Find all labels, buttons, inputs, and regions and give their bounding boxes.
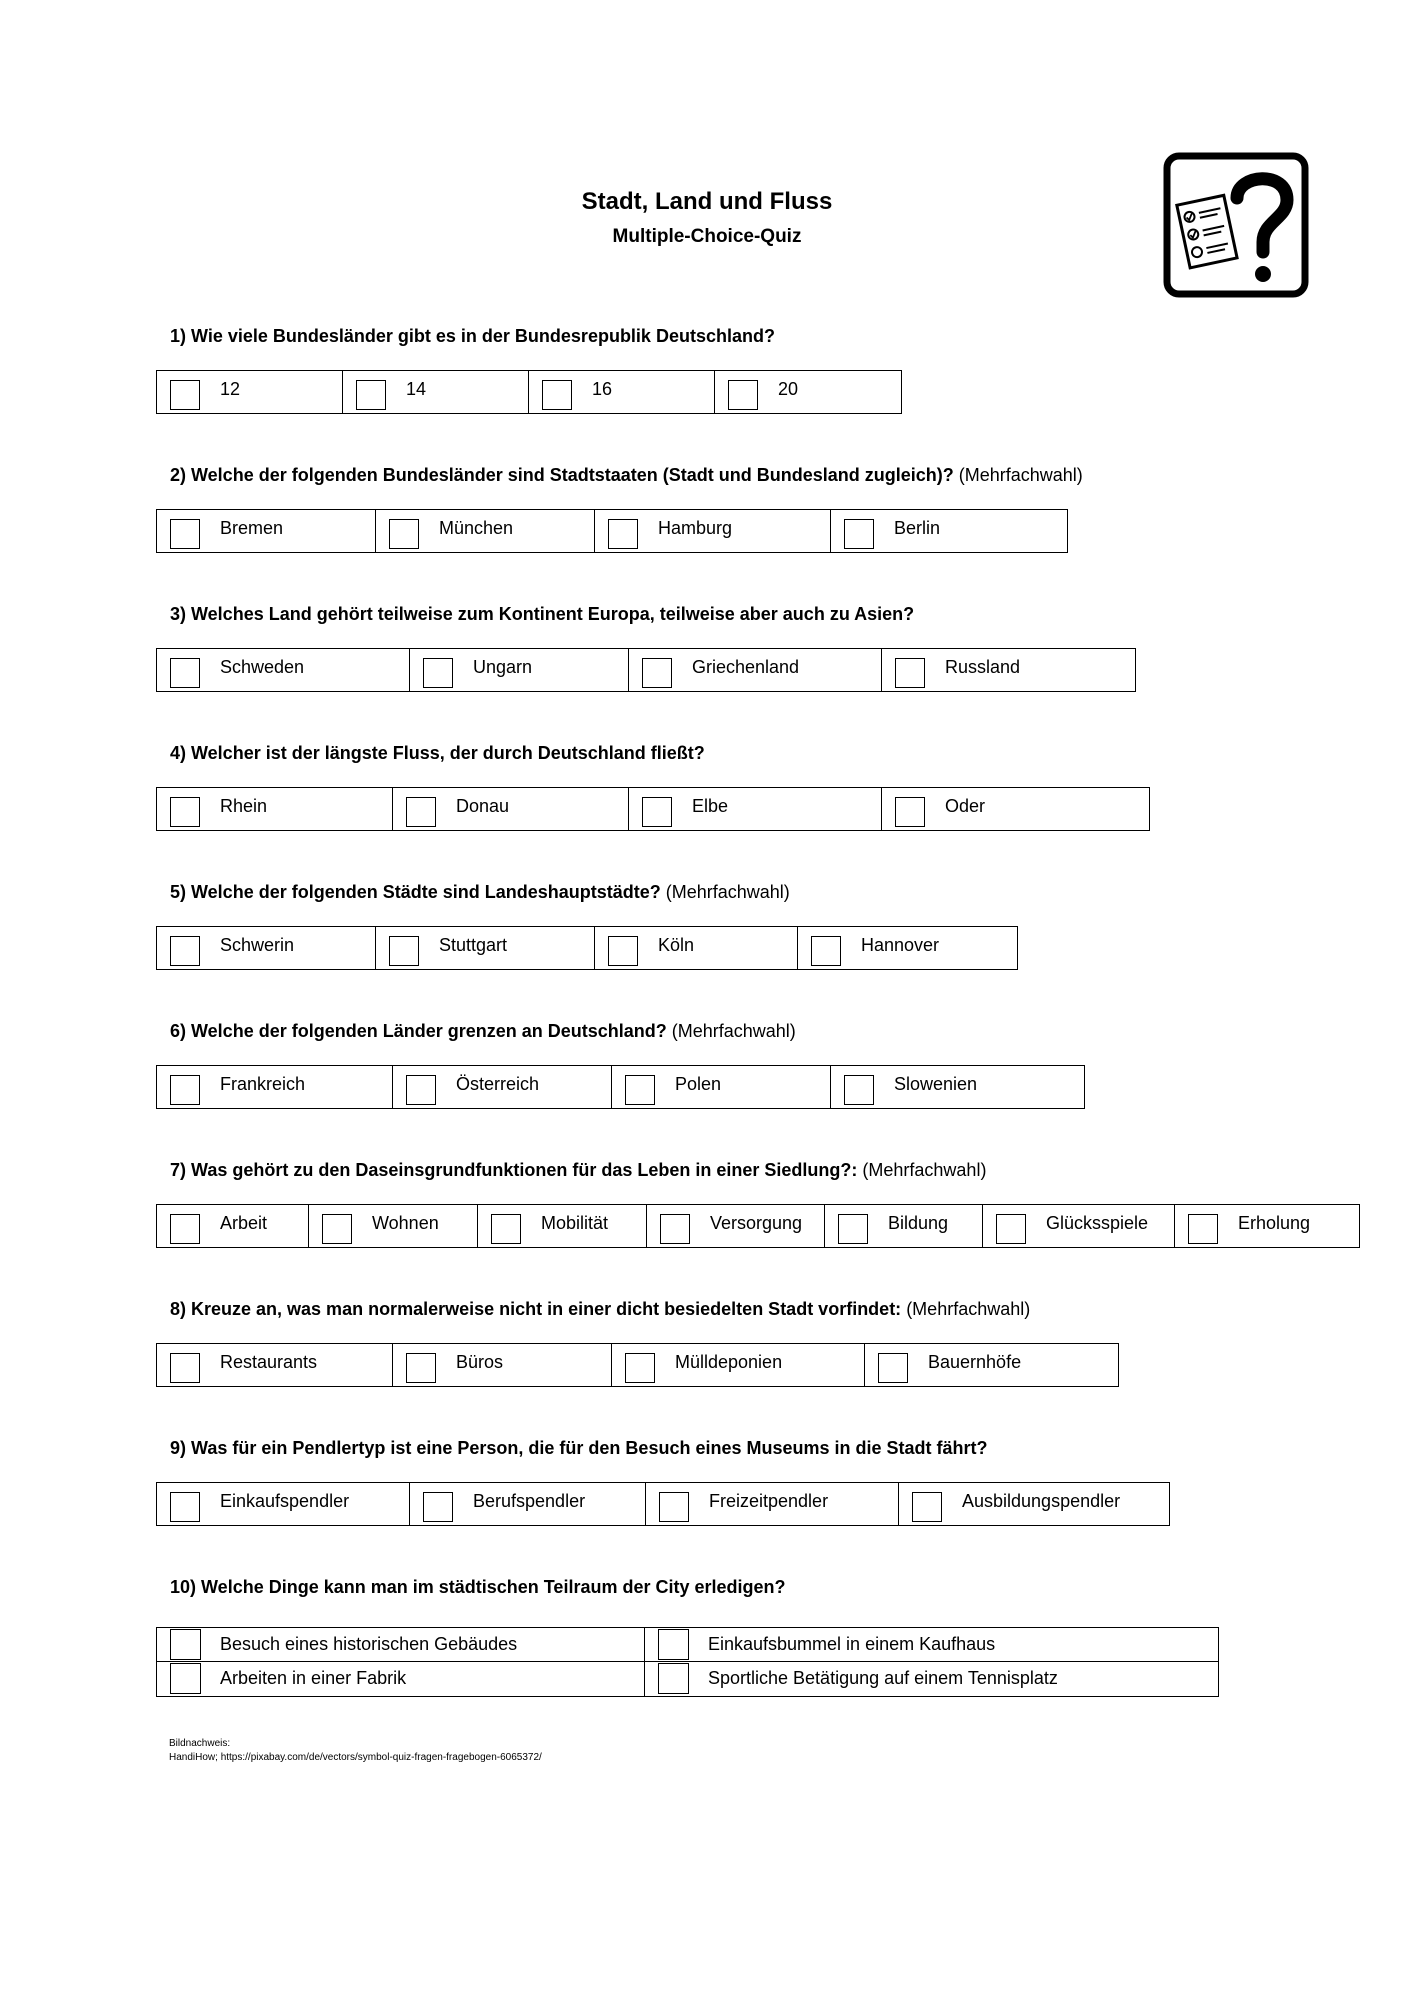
quiz-checklist-question-mark-icon — [1163, 152, 1309, 298]
question-2 — [170, 465, 1083, 486]
option-cell[interactable] — [798, 927, 1017, 969]
checkbox[interactable] — [608, 936, 638, 966]
question-6-text: 6) Welche der folgenden Länder grenzen an Deutschland? — [170, 1021, 667, 1041]
option-cell[interactable] — [595, 927, 798, 969]
option-cell[interactable] — [157, 1628, 645, 1661]
option-label: Ungarn — [473, 657, 533, 677]
option-label: 14 — [406, 379, 427, 399]
option-label: Elbe — [692, 796, 729, 816]
checkbox[interactable] — [844, 519, 874, 549]
option-label: Griechenland — [692, 657, 800, 677]
checkbox[interactable] — [642, 658, 672, 688]
option-cell[interactable] — [899, 1483, 1169, 1525]
option-label: Freizeitpendler — [709, 1491, 829, 1511]
checkbox[interactable] — [170, 1629, 201, 1660]
checkbox[interactable] — [728, 380, 758, 410]
checkbox[interactable] — [844, 1075, 874, 1105]
option-cell[interactable] — [157, 1344, 393, 1386]
option-label: Arbeiten in einer Fabrik — [220, 1668, 407, 1688]
option-label: 12 — [220, 379, 241, 399]
option-cell[interactable] — [157, 649, 410, 691]
checkbox[interactable] — [170, 380, 200, 410]
option-label: Versorgung — [710, 1213, 803, 1233]
option-cell[interactable] — [831, 1066, 1084, 1108]
option-cell[interactable] — [882, 649, 1135, 691]
answers-9 — [156, 1482, 1170, 1526]
option-label: Ausbildungspendler — [962, 1491, 1121, 1511]
image-credit-label: Bildnachweis: — [169, 1738, 231, 1749]
answers-8 — [156, 1343, 1119, 1387]
option-label: Stuttgart — [439, 935, 508, 955]
question-2-note: (Mehrfachwahl) — [953, 465, 1083, 485]
checkbox[interactable] — [406, 797, 436, 827]
option-label: Bildung — [888, 1213, 949, 1233]
option-label: Wohnen — [372, 1213, 439, 1233]
checkbox[interactable] — [542, 380, 572, 410]
checkbox[interactable] — [170, 1214, 200, 1244]
checkbox[interactable] — [912, 1492, 942, 1522]
option-label: Mülldeponien — [675, 1352, 783, 1372]
checkbox[interactable] — [170, 519, 200, 549]
question-7-text: 7) Was gehört zu den Daseinsgrundfunktionen für das Leben in einer Siedlung?: — [170, 1160, 858, 1180]
option-cell[interactable] — [393, 788, 629, 830]
option-cell[interactable] — [157, 1066, 393, 1108]
option-label: Österreich — [456, 1074, 540, 1094]
option-label: Arbeit — [220, 1213, 268, 1233]
option-cell[interactable] — [157, 510, 376, 552]
answer-row — [157, 1662, 1218, 1696]
page-title: Stadt, Land und Fluss — [581, 188, 833, 215]
checkbox[interactable] — [608, 519, 638, 549]
question-2-text: 2) Welche der folgenden Bundesländer sind Stadtstaaten (Stadt und Bundesland zugleich)? — [170, 465, 954, 485]
question-5 — [170, 882, 790, 903]
option-cell[interactable] — [645, 1628, 1218, 1661]
option-cell[interactable] — [645, 1662, 1218, 1696]
option-label: Berlin — [894, 518, 941, 538]
option-cell[interactable] — [882, 788, 1149, 830]
option-label: Besuch eines historischen Gebäudes — [220, 1634, 518, 1654]
option-label: Büros — [456, 1352, 504, 1372]
checkbox[interactable] — [322, 1214, 352, 1244]
question-10-text: 10) Welche Dinge kann man im städtischen Teilraum der City erledigen? — [170, 1577, 786, 1597]
option-cell[interactable] — [410, 649, 629, 691]
answers-10 — [156, 1627, 1219, 1697]
checkbox[interactable] — [423, 1492, 453, 1522]
option-label: Donau — [456, 796, 510, 816]
checkbox[interactable] — [895, 797, 925, 827]
answers-3 — [156, 648, 1136, 692]
question-4 — [170, 743, 705, 764]
option-cell[interactable] — [612, 1066, 831, 1108]
checkbox[interactable] — [658, 1663, 689, 1694]
answers-6 — [156, 1065, 1085, 1109]
option-cell[interactable] — [157, 371, 343, 413]
option-cell[interactable] — [612, 1344, 865, 1386]
option-cell[interactable] — [1175, 1205, 1359, 1247]
option-cell[interactable] — [629, 649, 882, 691]
question-6 — [170, 1021, 796, 1042]
checkbox[interactable] — [642, 797, 672, 827]
option-cell[interactable] — [393, 1066, 612, 1108]
option-cell[interactable] — [629, 788, 882, 830]
option-label: Slowenien — [894, 1074, 978, 1094]
checkbox[interactable] — [996, 1214, 1026, 1244]
option-cell[interactable] — [647, 1205, 825, 1247]
checkbox[interactable] — [389, 519, 419, 549]
option-cell[interactable] — [529, 371, 715, 413]
answers-7 — [156, 1204, 1360, 1248]
option-cell[interactable] — [157, 1483, 410, 1525]
option-label: Russland — [945, 657, 1021, 677]
question-9 — [170, 1438, 988, 1459]
option-label: Bauernhöfe — [928, 1352, 1022, 1372]
option-label: Erholung — [1238, 1213, 1311, 1233]
option-cell[interactable] — [831, 510, 1067, 552]
question-5-text: 5) Welche der folgenden Städte sind Landeshauptstädte? — [170, 882, 661, 902]
option-label: Mobilität — [541, 1213, 609, 1233]
option-cell[interactable] — [983, 1205, 1175, 1247]
option-cell[interactable] — [376, 510, 595, 552]
question-1-text: 1) Wie viele Bundesländer gibt es in der Bundesrepublik Deutschland? — [170, 326, 775, 346]
checkbox[interactable] — [406, 1075, 436, 1105]
option-cell[interactable] — [646, 1483, 899, 1525]
checkbox[interactable] — [406, 1353, 436, 1383]
option-label: Schweden — [220, 657, 305, 677]
option-cell[interactable] — [393, 1344, 612, 1386]
option-label: Schwerin — [220, 935, 295, 955]
answers-5 — [156, 926, 1018, 970]
answers-1 — [156, 370, 902, 414]
checkbox[interactable] — [170, 1663, 201, 1694]
checkbox[interactable] — [170, 936, 200, 966]
checkbox[interactable] — [389, 936, 419, 966]
option-label: Hannover — [861, 935, 940, 955]
option-cell[interactable] — [825, 1205, 983, 1247]
option-label: Oder — [945, 796, 986, 816]
option-label: 20 — [778, 379, 799, 399]
option-label: Berufspendler — [473, 1491, 586, 1511]
option-cell[interactable] — [865, 1344, 1118, 1386]
option-label: Einkaufsbummel in einem Kaufhaus — [708, 1634, 996, 1654]
image-credit-source: HandiHow; https://pixabay.com/de/vectors/symbol-quiz-fragen-fragebogen-6065372/ — [169, 1752, 542, 1763]
option-label: Köln — [658, 935, 695, 955]
checkbox[interactable] — [878, 1353, 908, 1383]
page-subtitle: Multiple-Choice-Quiz — [612, 226, 802, 247]
checkbox[interactable] — [895, 658, 925, 688]
question-5-note: (Mehrfachwahl) — [660, 882, 790, 902]
checkbox[interactable] — [659, 1492, 689, 1522]
checkbox[interactable] — [170, 658, 200, 688]
option-cell[interactable] — [157, 788, 393, 830]
option-label: Sportliche Betätigung auf einem Tennisplatz — [708, 1668, 1058, 1688]
option-label: Frankreich — [220, 1074, 306, 1094]
option-label: Einkaufspendler — [220, 1491, 350, 1511]
option-label: Bremen — [220, 518, 284, 538]
checkbox[interactable] — [170, 1075, 200, 1105]
checkbox[interactable] — [1188, 1214, 1218, 1244]
option-label: Polen — [675, 1074, 722, 1094]
option-label: Glücksspiele — [1046, 1213, 1149, 1233]
option-label: 16 — [592, 379, 613, 399]
option-cell[interactable] — [715, 371, 901, 413]
question-3 — [170, 604, 914, 625]
question-3-text: 3) Welches Land gehört teilweise zum Kontinent Europa, teilweise aber auch zu Asien? — [170, 604, 915, 624]
answers-2 — [156, 509, 1068, 553]
option-cell[interactable] — [376, 927, 595, 969]
question-7-note: (Mehrfachwahl) — [857, 1160, 987, 1180]
question-8-text: 8) Kreuze an, was man normalerweise nicht in einer dicht besiedelten Stadt vorfindet: — [170, 1299, 902, 1319]
checkbox[interactable] — [491, 1214, 521, 1244]
checkbox[interactable] — [170, 1492, 200, 1522]
question-10 — [170, 1577, 786, 1598]
checkbox[interactable] — [625, 1075, 655, 1105]
checkbox[interactable] — [838, 1214, 868, 1244]
question-8 — [170, 1299, 1030, 1320]
checkbox[interactable] — [658, 1629, 689, 1660]
option-label: Hamburg — [658, 518, 733, 538]
option-label: Rhein — [220, 796, 268, 816]
question-8-note: (Mehrfachwahl) — [901, 1299, 1031, 1319]
option-cell[interactable] — [309, 1205, 478, 1247]
question-1 — [170, 326, 775, 347]
option-cell[interactable] — [157, 1205, 309, 1247]
answer-row — [157, 1628, 1218, 1662]
question-4-text: 4) Welcher ist der längste Fluss, der durch Deutschland fließt? — [170, 743, 705, 763]
option-cell[interactable] — [343, 371, 529, 413]
option-cell[interactable] — [157, 927, 376, 969]
checkbox[interactable] — [811, 936, 841, 966]
option-cell[interactable] — [157, 1662, 645, 1696]
option-label: München — [439, 518, 514, 538]
option-cell[interactable] — [478, 1205, 647, 1247]
option-cell[interactable] — [595, 510, 831, 552]
option-cell[interactable] — [410, 1483, 646, 1525]
answers-4 — [156, 787, 1150, 831]
question-7 — [170, 1160, 986, 1181]
question-9-text: 9) Was für ein Pendlertyp ist eine Person, die für den Besuch eines Museums in die Stadt fährt? — [170, 1438, 988, 1458]
checkbox[interactable] — [170, 797, 200, 827]
checkbox[interactable] — [356, 380, 386, 410]
checkbox[interactable] — [170, 1353, 200, 1383]
checkbox[interactable] — [625, 1353, 655, 1383]
option-label: Restaurants — [220, 1352, 318, 1372]
question-6-note: (Mehrfachwahl) — [666, 1021, 796, 1041]
checkbox[interactable] — [660, 1214, 690, 1244]
checkbox[interactable] — [423, 658, 453, 688]
